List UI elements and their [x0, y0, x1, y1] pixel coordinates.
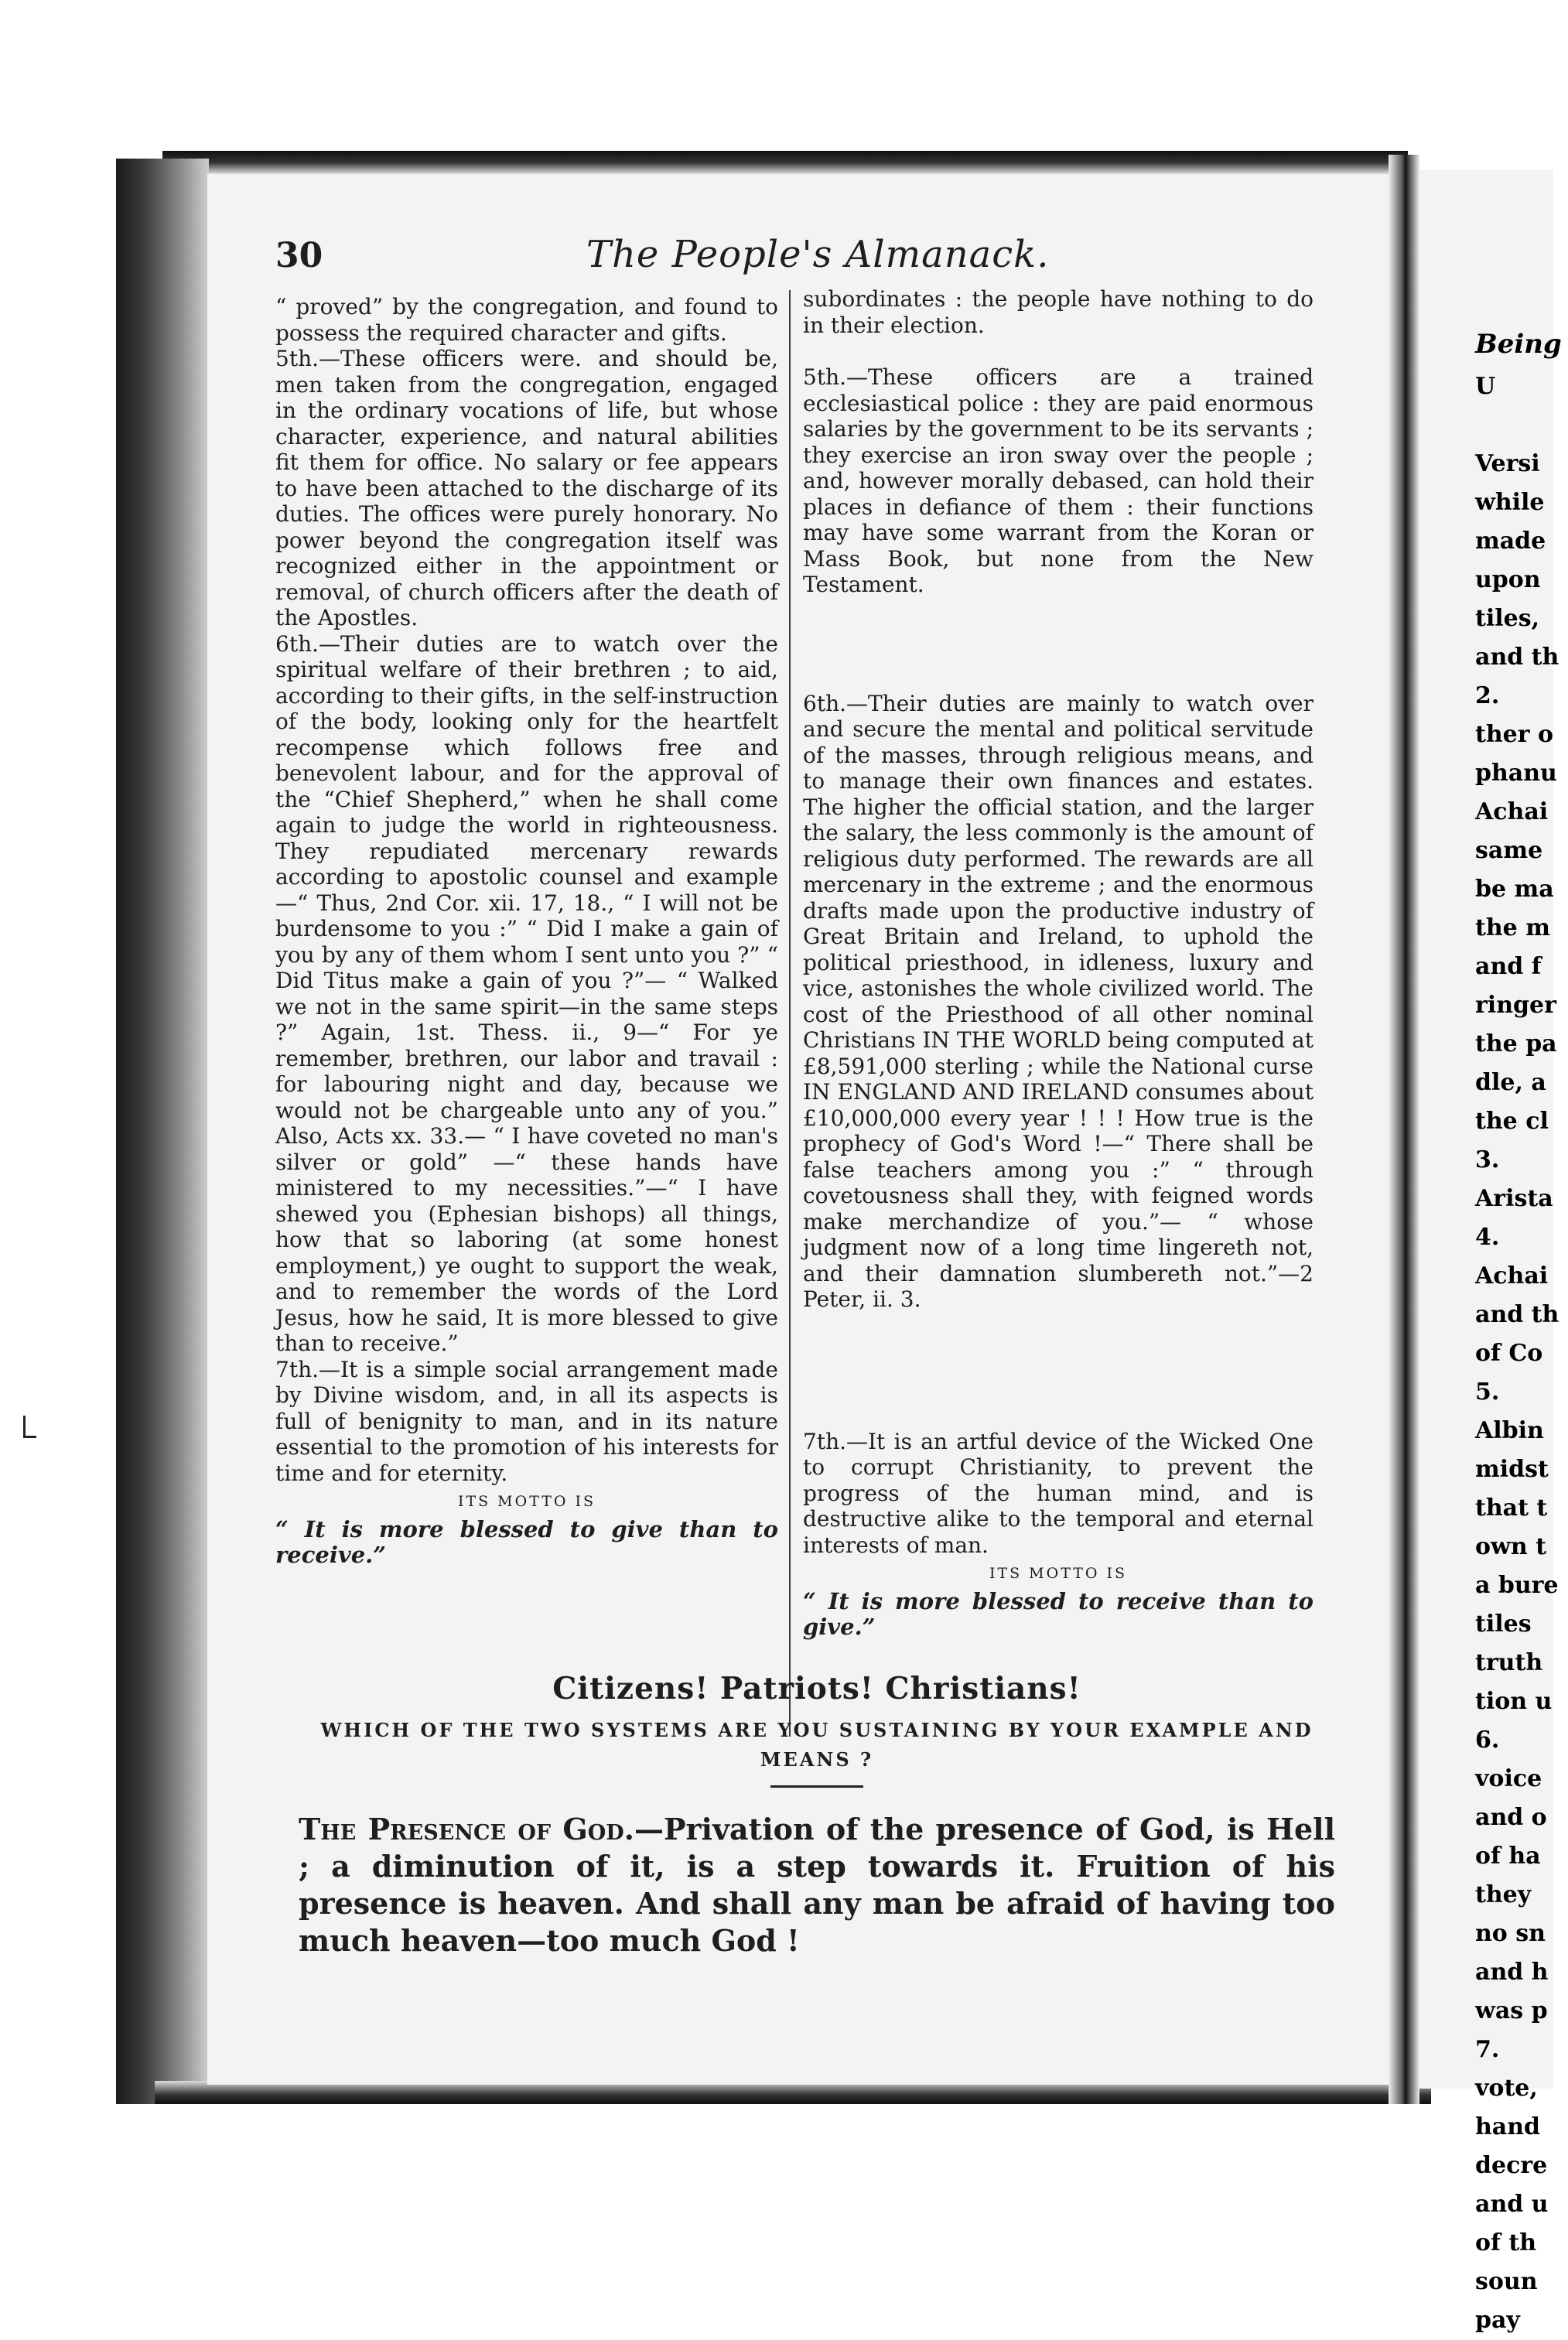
facing-line: 7.	[1475, 2036, 1500, 2063]
facing-line: a bure	[1475, 1572, 1559, 1599]
facing-line: 6.	[1475, 1727, 1500, 1754]
page-header	[207, 233, 1391, 290]
facing-line: pay	[1475, 2307, 1520, 2334]
book-gutter	[1389, 155, 1419, 2104]
paragraph: “ proved” by the congregation, and found to possess the required character and gifts.	[275, 294, 778, 346]
facing-line: ringer	[1475, 992, 1556, 1019]
facing-line: and o	[1475, 1804, 1547, 1831]
facing-line: ther o	[1475, 721, 1554, 748]
facing-line: truth	[1475, 1649, 1543, 1676]
motto-label: ITS MOTTO IS	[457, 1493, 596, 1510]
spacer	[803, 598, 1313, 691]
facing-line: Versi	[1475, 450, 1540, 477]
right-column	[803, 286, 1313, 1641]
presence-lead: The Presence of God.	[299, 1812, 634, 1846]
facing-line: own t	[1475, 1533, 1546, 1560]
facing-line: that t	[1475, 1495, 1548, 1522]
facing-title: Being	[1475, 329, 1562, 360]
paragraph: subordinates : the people have nothing to do in their election.	[803, 286, 1313, 338]
facing-line: and f	[1475, 953, 1542, 980]
book-left-edge	[116, 159, 209, 2104]
facing-line: midst	[1475, 1456, 1549, 1483]
facing-line: upon	[1475, 566, 1541, 593]
facing-line: made	[1475, 528, 1546, 555]
facing-line: phanu	[1475, 760, 1557, 787]
facing-line: of ha	[1475, 1843, 1541, 1870]
facing-line: dle, a	[1475, 1069, 1546, 1096]
facing-line: Achai	[1475, 798, 1549, 825]
facing-line	[1475, 406, 1568, 445]
facing-line: voice	[1475, 1765, 1542, 1792]
page-number: 30	[275, 236, 323, 275]
margin-mark	[23, 1416, 36, 1438]
paragraph: 7th.—It is an artful device of the Wicked One to corrupt Christianity, to prevent the progress of the human mind, and is destructive alike to the temporal and eternal interests of man.	[803, 1428, 1313, 1558]
systems-question: WHICH OF THE TWO SYSTEMS ARE YOU SUSTAINING BY YOUR EXAMPLE AND MEANS ?	[320, 1719, 1313, 1771]
facing-line: tiles,	[1475, 605, 1540, 632]
facing-line: 4.	[1475, 1224, 1500, 1251]
facing-line: 2.	[1475, 682, 1500, 709]
facing-line: soun	[1475, 2268, 1538, 2295]
facing-line: 5.	[1475, 1378, 1500, 1406]
facing-line: and th	[1475, 1301, 1559, 1328]
closing-section	[299, 1671, 1335, 1959]
facing-line: be ma	[1475, 876, 1554, 903]
facing-line: of Co	[1475, 1340, 1543, 1367]
facing-line: no sn	[1475, 1920, 1546, 1947]
facing-line: vote,	[1475, 2075, 1538, 2102]
facing-line: tiles	[1475, 1611, 1532, 1638]
facing-line: and th	[1475, 644, 1559, 671]
facing-line: tion u	[1475, 1688, 1553, 1715]
paragraph: 7th.—It is a simple social arrangement made by Divine wisdom, and, in all its aspects is full of benignity to man, and in its nature essential to the promotion of his interests for time and for eternity.	[275, 1356, 778, 1486]
column-divider	[789, 290, 791, 1737]
facing-line: while	[1475, 489, 1545, 516]
facing-line: hand	[1475, 2113, 1541, 2140]
section-rule	[770, 1785, 863, 1788]
facing-line: decre	[1475, 2152, 1548, 2179]
left-column	[275, 294, 778, 1569]
running-title: The People's Almanack.	[586, 233, 1050, 276]
page-right-facing	[1419, 170, 1562, 2334]
paragraph: 6th.—Their duties are to watch over the spiritual welfare of their brethren ; to aid, according to their gifts, in the self-instruction of the body, looking only for the heartfelt recompense which follows free and benevolent labour, and for the approval of the “Chief Shepherd,” when he shall come again to judge the world in righteousness. They repudiated mercenary rewards according to apostolic counsel and example —“ Thus, 2nd Cor. xii. 17, 18., “ I will not be burdensome to you :” “ Did I make a gain of you by any of them whom I sent unto you ?” “ Did Titus make a gain of you ?”— “ Walked we not in the same spirit—in the same steps ?” Again, 1st. Thess. ii., 9—“ For ye remember, brethren, our labor and travail : for labouring night and day, because we would not be chargeable unto any of you.” Also, Acts xx. 33.— “ I have coveted no man's silver or gold” —“ these hands have ministered to my necessities.”—“ I have shewed you (Ephesian bishops) all things, how that so laboring (at some honest employment,) ye ought to support the weak, and to remember the words of the Lord Jesus, how he said, It is more blessed to give than to receive.”	[275, 630, 778, 1356]
facing-line: U	[1475, 373, 1496, 400]
facing-line: Achai	[1475, 1262, 1549, 1290]
paragraph: 5th.—These officers were. and should be, men taken from the congregation, engaged in the ordinary vocations of life, but whose character, experience, and natural abilities fit them for office. No salary or fee appears to have been attached to the discharge of its duties. The offices were purely honorary. No power beyond the congregation itself was recognized either in the appointment or removal, of church officers after the death of the Apostles.	[275, 346, 778, 630]
facing-line: they	[1475, 1881, 1532, 1908]
facing-line: the m	[1475, 914, 1550, 941]
facing-line: the cl	[1475, 1108, 1549, 1135]
page-left	[207, 174, 1391, 2085]
motto-label: ITS MOTTO IS	[989, 1565, 1128, 1582]
facing-line: Albin	[1475, 1417, 1544, 1444]
paragraph: 6th.—Their duties are mainly to watch over and secure the mental and political servitude of the masses, through religious means, and to manage their own finances and estates. The higher the official station, and the larger the salary, the less commonly is the amount of religious duty performed. The rewards are all mercenary in the extreme ; and the enormous drafts made upon the productive industry of Great Britain and Ireland, to uphold the political priesthood, in idleness, luxury and vice, astonishes the whole civilized world. The cost of the Priesthood of all other nominal Christians IN THE WORLD being computed at £8,591,000 sterling ; while the National curse IN ENGLAND AND IRELAND consumes about £10,000,000 every year ! ! ! How true is the prophecy of God's Word !—“ There shall be false teachers among you :” “ through covetousness shall they, with feigned words make merchandize of you.”— “ whose judgment now of a long time lingereth not, and their damnation slumbereth not.”—2 Peter, ii. 3.	[803, 690, 1313, 1312]
facing-line: and u	[1475, 2191, 1549, 2218]
facing-line: Arista	[1475, 1185, 1553, 1212]
motto: “ It is more blessed to receive than to give.”	[803, 1587, 1313, 1640]
spacer	[803, 1313, 1313, 1429]
facing-line: was p	[1475, 1997, 1548, 2024]
book-top-edge	[162, 151, 1408, 174]
motto: “ It is more blessed to give than to receive.”	[275, 1515, 778, 1568]
facing-line: the pa	[1475, 1030, 1557, 1057]
facing-line: and h	[1475, 1959, 1549, 1986]
facing-line: of th	[1475, 2229, 1537, 2256]
facing-line: same	[1475, 837, 1543, 864]
spacer	[803, 338, 1313, 364]
facing-line: 3.	[1475, 1146, 1500, 1173]
facing-lines	[1475, 367, 1568, 2340]
presence-paragraph	[299, 1811, 1335, 1959]
paragraph: 5th.—These officers are a trained ecclesiastical police : they are paid enormous salaries by the government to be its servants ; they exercise an iron sway over the people ; and, however morally debased, can hold their places in defiance of them : their functions may have some warrant from the Koran or Mass Book, but none from the New Testament.	[803, 364, 1313, 597]
presence-text: —Privation of the presence of God, is Hell ; a diminution of it, is a step towards it. Fruition of his presence is heaven. And shall any man be afraid of having too much heaven—too much God !	[299, 1812, 1335, 1958]
citizens-heading: Citizens! Patriots! Christians!	[552, 1671, 1081, 1706]
